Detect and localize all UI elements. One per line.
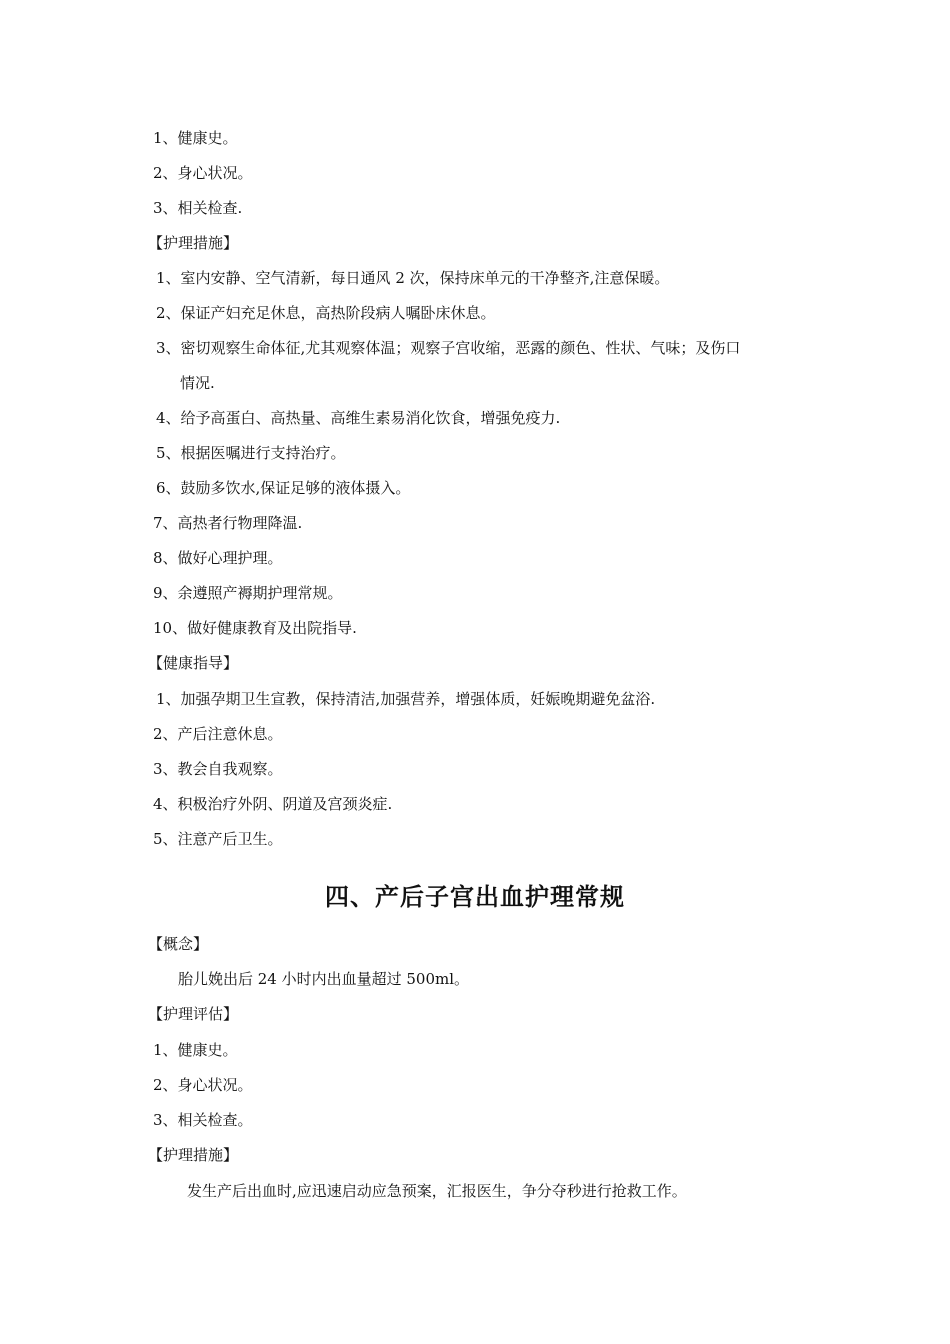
- measure-item: 6、鼓励多饮水,保证足够的液体摄入。: [156, 479, 411, 497]
- guidance-item: 1、加强孕期卫生宣教，保持清洁,加强营养，增强体质，妊娠晚期避免盆浴.: [156, 690, 656, 708]
- section-title: 四、产后子宫出血护理常规: [325, 883, 625, 911]
- assessment-item: 2、身心状况。: [153, 164, 253, 182]
- guidance-item: 3、教会自我观察。: [153, 760, 283, 778]
- guidance-item: 5、注意产后卫生。: [153, 830, 283, 848]
- measures-text: 发生产后出血时,应迅速启动应急预案，汇报医生，争分夺秒进行抢救工作。: [187, 1182, 687, 1200]
- assessment-item: 1、健康史。: [153, 1041, 238, 1059]
- guidance-item: 2、产后注意休息。: [153, 725, 283, 743]
- measure-item: 8、做好心理护理。: [153, 549, 283, 567]
- guidance-heading: 【健康指导】: [148, 654, 239, 672]
- concept-heading: 【概念】: [148, 935, 209, 953]
- assessment-item: 3、相关检查.: [153, 199, 243, 217]
- measure-item-continuation: 情况.: [180, 374, 215, 392]
- concept-text: 胎儿娩出后 24 小时内出血量超过 500ml。: [178, 970, 470, 988]
- measure-item: 5、根据医嘱进行支持治疗。: [156, 444, 346, 462]
- assessment-heading: 【护理评估】: [148, 1005, 239, 1023]
- measures-heading: 【护理措施】: [148, 1146, 239, 1164]
- assessment-item: 3、相关检查。: [153, 1111, 253, 1129]
- guidance-item: 4、积极治疗外阴、阴道及宫颈炎症.: [153, 795, 393, 813]
- measure-item: 9、余遵照产褥期护理常规。: [153, 584, 343, 602]
- assessment-item: 2、身心状况。: [153, 1076, 253, 1094]
- measure-item: 10、做好健康教育及出院指导.: [153, 619, 357, 637]
- measure-item: 2、保证产妇充足休息，高热阶段病人嘱卧床休息。: [156, 304, 496, 322]
- measure-item: 3、密切观察生命体征,尤其观察体温；观察子宫收缩，恶露的颜色、性状、气味；及伤口: [156, 339, 741, 357]
- measure-item: 4、给予高蛋白、高热量、高维生素易消化饮食，增强免疫力.: [156, 409, 561, 427]
- assessment-item: 1、健康史。: [153, 129, 238, 147]
- measures-heading: 【护理措施】: [148, 234, 239, 252]
- measure-item: 7、高热者行物理降温.: [153, 514, 303, 532]
- measure-item: 1、室内安静、空气清新，每日通风 2 次，保持床单元的干净整齐,注意保暖。: [156, 269, 670, 287]
